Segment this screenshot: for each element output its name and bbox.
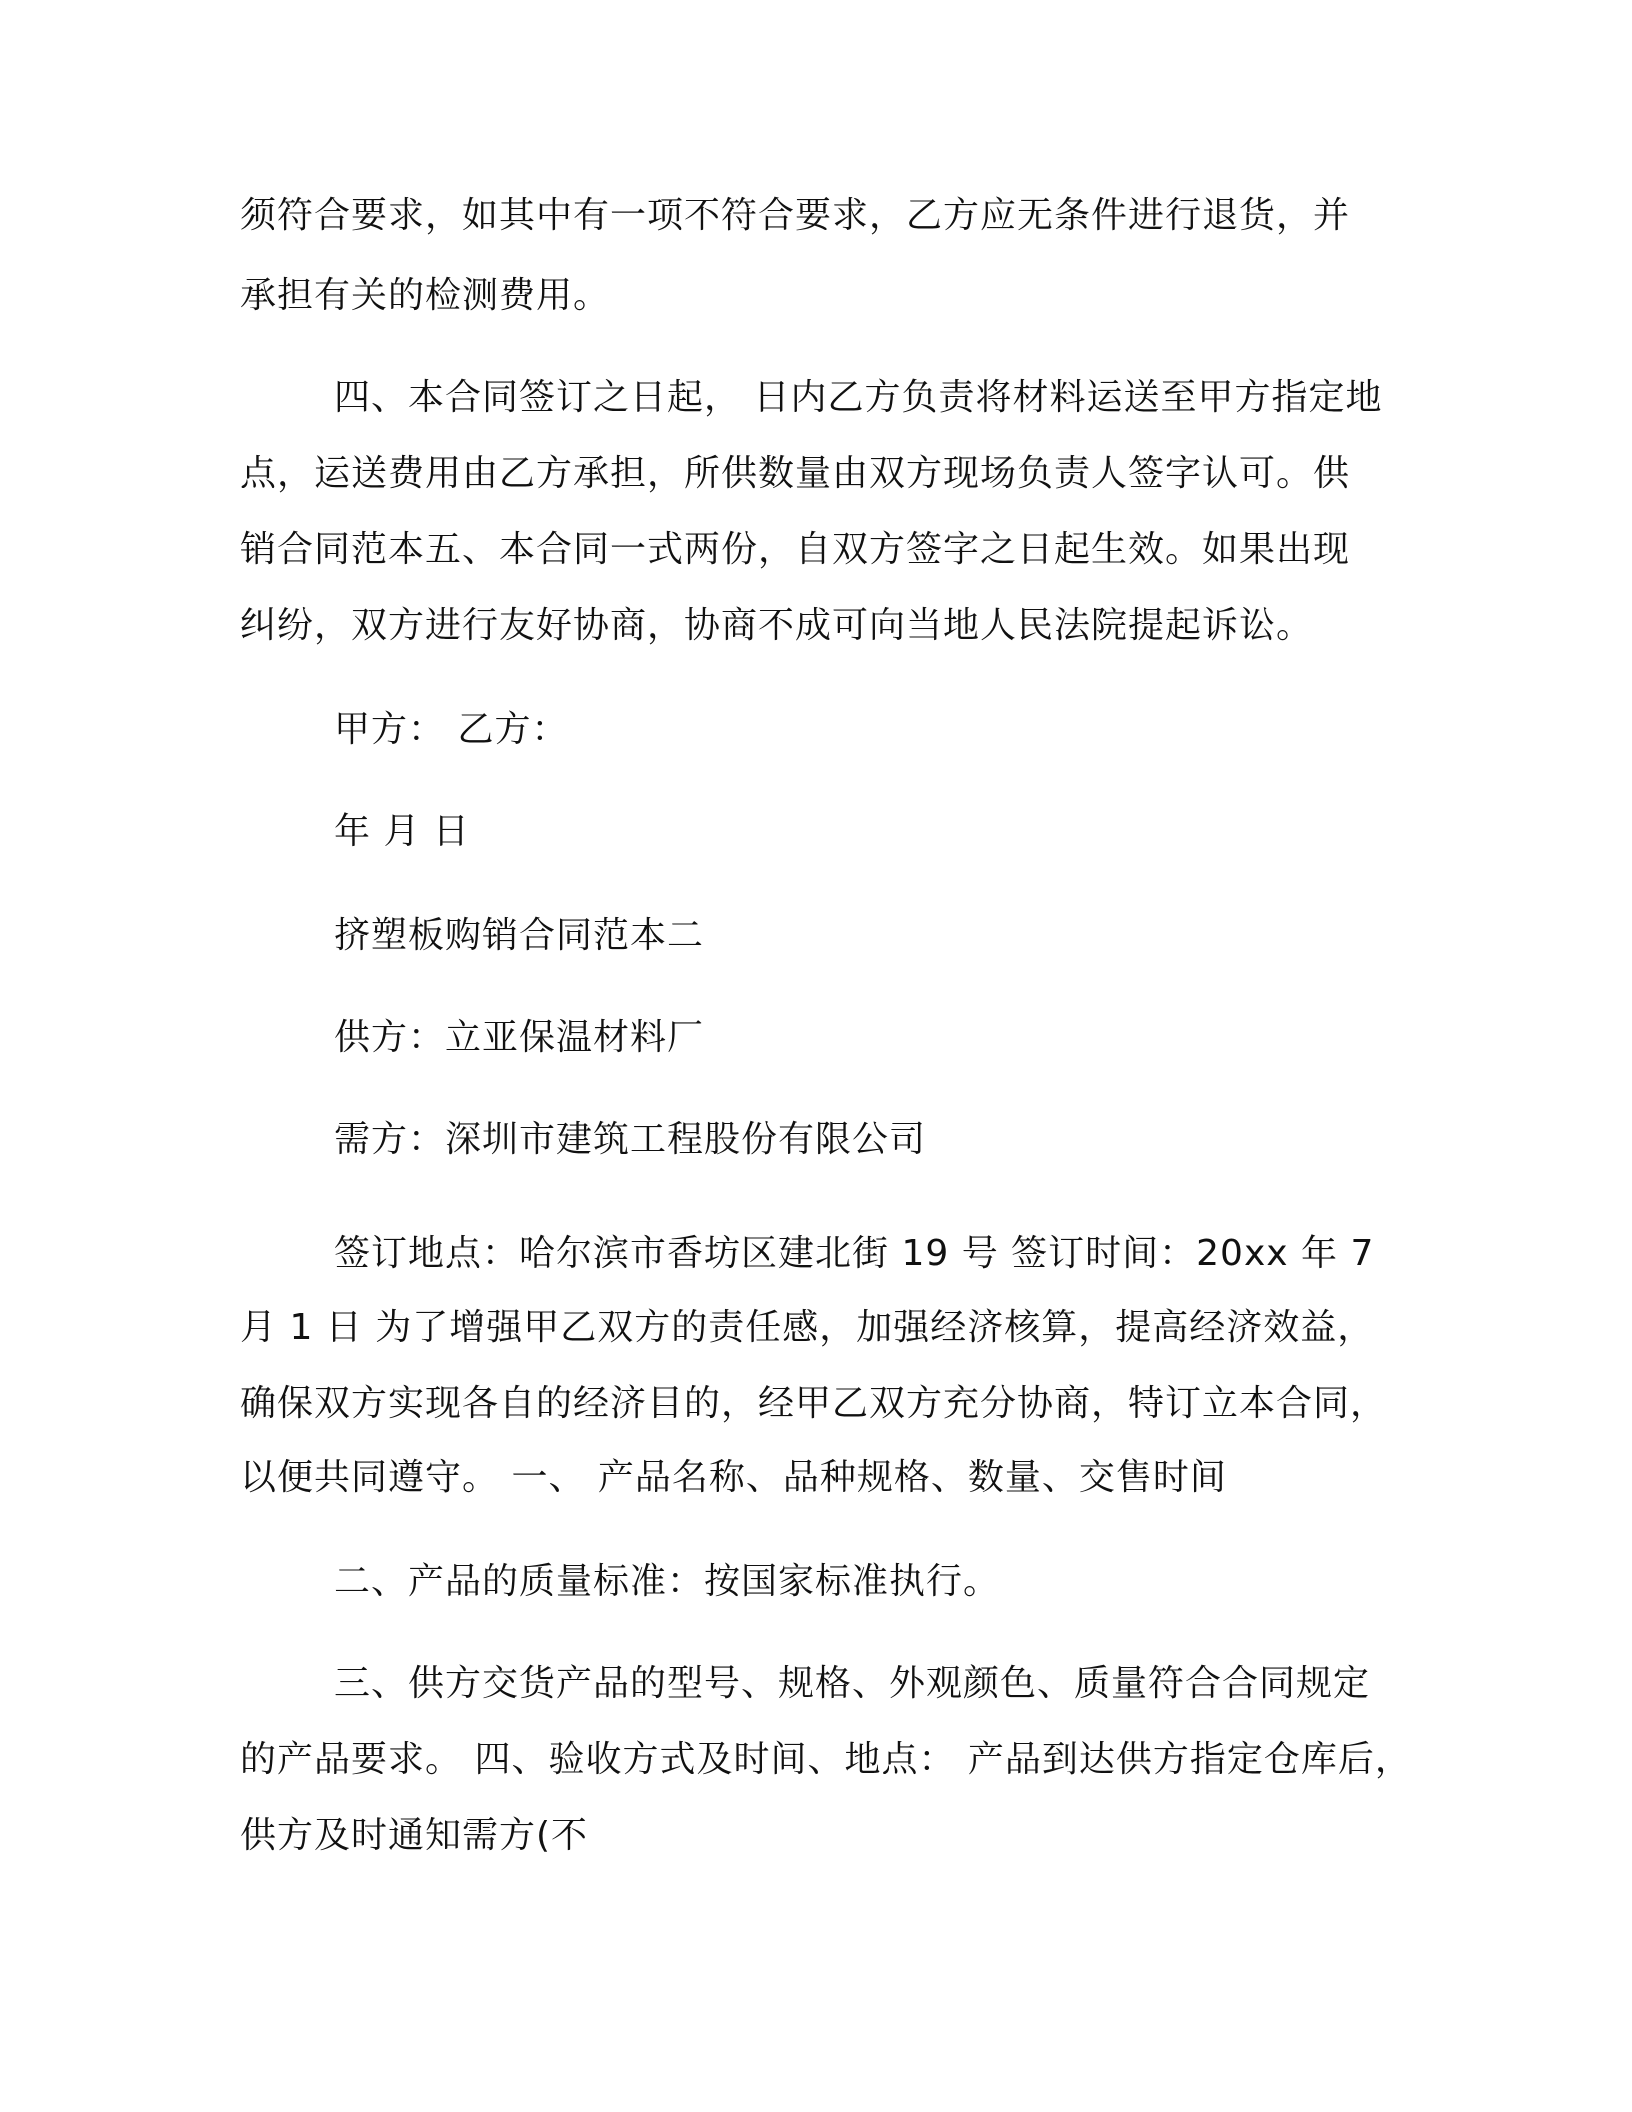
text-line: 承担有关的检测费用。 [240,275,611,316]
text-line: 的产品要求。 四、验收方式及时间、地点： 产品到达供方指定仓库后， [240,1739,1412,1780]
section-title: 挤塑板购销合同范本二 [334,915,705,956]
supplier-line: 供方：立亚保温材料厂 [334,1017,705,1058]
buyer-line: 需方：深圳市建筑工程股份有限公司 [334,1119,927,1160]
text-line: 点，运送费用由乙方承担，所供数量由双方现场负责人签字认可。供 [240,453,1351,494]
signature-parties: 甲方： 乙方： [334,709,569,750]
text-line: 二、产品的质量标准：按国家标准执行。 [334,1561,1001,1602]
text-line: 纠纷，双方进行友好协商，协商不成可向当地人民法院提起诉讼。 [240,605,1314,646]
text-line: 销合同范本五、本合同一式两份，自双方签字之日起生效。如果出现 [240,529,1351,570]
text-line: 确保双方实现各自的经济目的，经甲乙双方充分协商，特订立本合同， [240,1383,1388,1424]
text-line: 四、本合同签订之日起， 日内乙方负责将材料运送至甲方指定地 [334,377,1383,418]
text-line: 以便共同遵守。 一、 产品名称、品种规格、数量、交售时间 [240,1457,1227,1498]
date-line: 年 月 日 [334,811,470,852]
text-line: 供方及时通知需方(不 [240,1815,589,1856]
text-line: 月 1 日 为了增强甲乙双方的责任感，加强经济核算，提高经济效益， [240,1307,1375,1348]
text-line: 须符合要求，如其中有一项不符合要求，乙方应无条件进行退货，并 [240,195,1351,236]
text-line: 签订地点：哈尔滨市香坊区建北街 19 号 签订时间：20xx 年 7 [334,1233,1375,1274]
text-line: 三、供方交货产品的型号、规格、外观颜色、质量符合合同规定 [334,1663,1371,1704]
